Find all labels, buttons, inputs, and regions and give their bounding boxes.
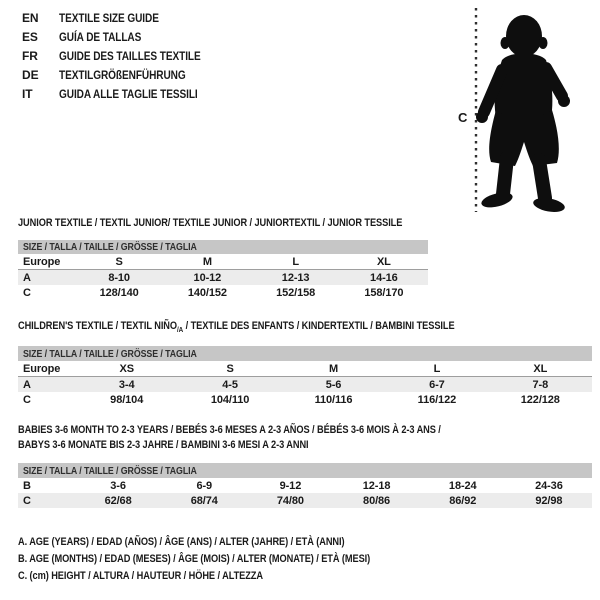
height-measure-label: C <box>458 110 468 125</box>
height-measure-figure <box>450 0 600 215</box>
language-label: TEXTILGRÖßENFÜHRUNG <box>59 67 186 82</box>
cell: 140/152 <box>187 286 227 299</box>
cell: 6-9 <box>196 479 213 492</box>
section-title-children: CHILDREN'S TEXTILE / TEXTIL $NIÑO_{/A}$ / TEXTILE DES ENFANTS / KINDERTEXTIL / BAMBINI TESSILE <box>18 320 455 335</box>
col-header-size: L <box>433 362 441 375</box>
language-code: DE <box>22 67 39 82</box>
cell: 122/128 <box>520 393 560 406</box>
baby-silhouette-icon <box>476 15 570 214</box>
cell: 6-7 <box>429 378 445 391</box>
language-code: ES <box>22 29 38 44</box>
size-header-bar <box>18 463 592 478</box>
cell: 3-4 <box>118 378 135 391</box>
cell: 98/104 <box>110 393 144 406</box>
language-row-es <box>22 27 228 46</box>
size-header-label: SIZE / TALLA / TAILLE / GRÖSSE / TAGLIA <box>23 241 197 253</box>
language-code: IT <box>22 86 33 101</box>
cell: 86/92 <box>449 494 477 507</box>
language-code: EN <box>22 10 39 25</box>
cell: 10-12 <box>193 271 222 284</box>
col-header-size: L <box>292 255 299 268</box>
cell: 5-6 <box>325 378 342 391</box>
table-header-row <box>18 254 428 270</box>
cell: 128/140 <box>99 286 139 299</box>
language-row-en <box>22 8 228 27</box>
col-header-region: Europe <box>23 255 61 268</box>
language-title-list <box>22 8 228 103</box>
cell: 74/80 <box>276 494 304 507</box>
row-label-cell: B <box>23 479 31 492</box>
size-header-label: SIZE / TALLA / TAILLE / GRÖSSE / TAGLIA <box>23 347 197 360</box>
language-label: GUIDA ALLE TAGLIE TESSILI <box>59 86 198 101</box>
size-header-label: SIZE / TALLA / TAILLE / GRÖSSE / TAGLIA <box>23 464 197 477</box>
cell: 12-13 <box>281 271 310 284</box>
row-label-cell: A <box>23 378 31 391</box>
section-title-babies: BABIES 3-6 MONTH TO 2-3 YEARS / BEBÉS 3-6 MESES A 2-3 AÑOS / BÉBÉS 3-6 MOIS À 2-3 ANS / BABYS 3-6 MONATE BIS 2-3 JAHRE / BAMBINI 3-6 MESI A 2-3 ANNI <box>18 424 441 451</box>
size-header-bar <box>18 346 592 361</box>
language-code: FR <box>22 48 38 63</box>
cell: 110/116 <box>314 393 353 406</box>
table-row-months <box>18 478 592 493</box>
children-size-table <box>18 346 592 407</box>
title-subscript: /A <box>176 325 184 335</box>
language-label: GUIDE DES TAILLES TEXTILE <box>59 48 201 63</box>
measurement-legend <box>18 536 437 587</box>
cell: 116/122 <box>417 393 457 406</box>
col-header-size: M <box>328 362 339 375</box>
table-row-age <box>18 377 592 392</box>
cell: 9-12 <box>279 479 302 492</box>
col-header-size: S <box>226 362 234 375</box>
col-header-size: XS <box>119 362 134 375</box>
col-header-region: Europe <box>23 362 61 375</box>
cell: 14-16 <box>370 271 398 284</box>
section-title-junior: JUNIOR TEXTILE / TEXTIL JUNIOR/ TEXTILE JUNIOR / JUNIORTEXTIL / JUNIOR TESSILE <box>18 217 403 229</box>
cell: 68/74 <box>190 494 218 507</box>
table-header-row <box>18 361 592 377</box>
cell: 4-5 <box>222 378 238 391</box>
col-header-size: S <box>115 255 123 268</box>
col-header-size: XL <box>533 362 548 375</box>
cell: 80/86 <box>363 494 391 507</box>
table-row-height <box>18 392 592 407</box>
cell: 8-10 <box>108 271 130 284</box>
table-row-height <box>18 285 428 300</box>
cell: 24-36 <box>535 479 563 492</box>
cell: 3-6 <box>110 479 126 492</box>
table-row-height <box>18 493 592 508</box>
row-label-cell: C <box>23 286 31 299</box>
row-label-cell: C <box>23 494 31 507</box>
language-label: GUÍA DE TALLAS <box>59 29 142 44</box>
junior-size-table <box>18 240 428 300</box>
col-header-size: M <box>202 255 212 268</box>
language-label: TEXTILE SIZE GUIDE <box>59 10 159 25</box>
legend-line-age-years: A. AGE (YEARS) / EDAD (AÑOS) / ÂGE (ANS) / ALTER (JAHRE) / ETÀ (ANNI) <box>18 536 345 548</box>
cell: 18-24 <box>448 479 477 492</box>
cell: 158/170 <box>364 286 404 299</box>
col-header-size: XL <box>376 255 391 268</box>
cell: 12-18 <box>362 479 391 492</box>
size-header-bar <box>18 240 428 254</box>
language-row-de <box>22 65 228 84</box>
legend-line-age-months: B. AGE (MONTHS) / EDAD (MESES) / ÂGE (MOIS) / ALTER (MONATE) / ETÀ (MESI) <box>18 553 371 565</box>
row-label-cell: A <box>23 271 31 284</box>
babies-size-table <box>18 463 592 508</box>
language-row-fr <box>22 46 228 65</box>
table-row-age <box>18 270 428 285</box>
cell: 152/158 <box>276 286 316 299</box>
row-label-cell: C <box>23 393 31 406</box>
cell: 7-8 <box>532 378 549 391</box>
cell: 62/68 <box>104 494 132 507</box>
cell: 92/98 <box>535 494 563 507</box>
cell: 104/110 <box>210 393 250 406</box>
legend-line-height: C. (cm) HEIGHT / ALTURA / HAUTEUR / HÖHE / ALTEZZA <box>18 570 263 582</box>
language-row-it <box>22 84 228 103</box>
